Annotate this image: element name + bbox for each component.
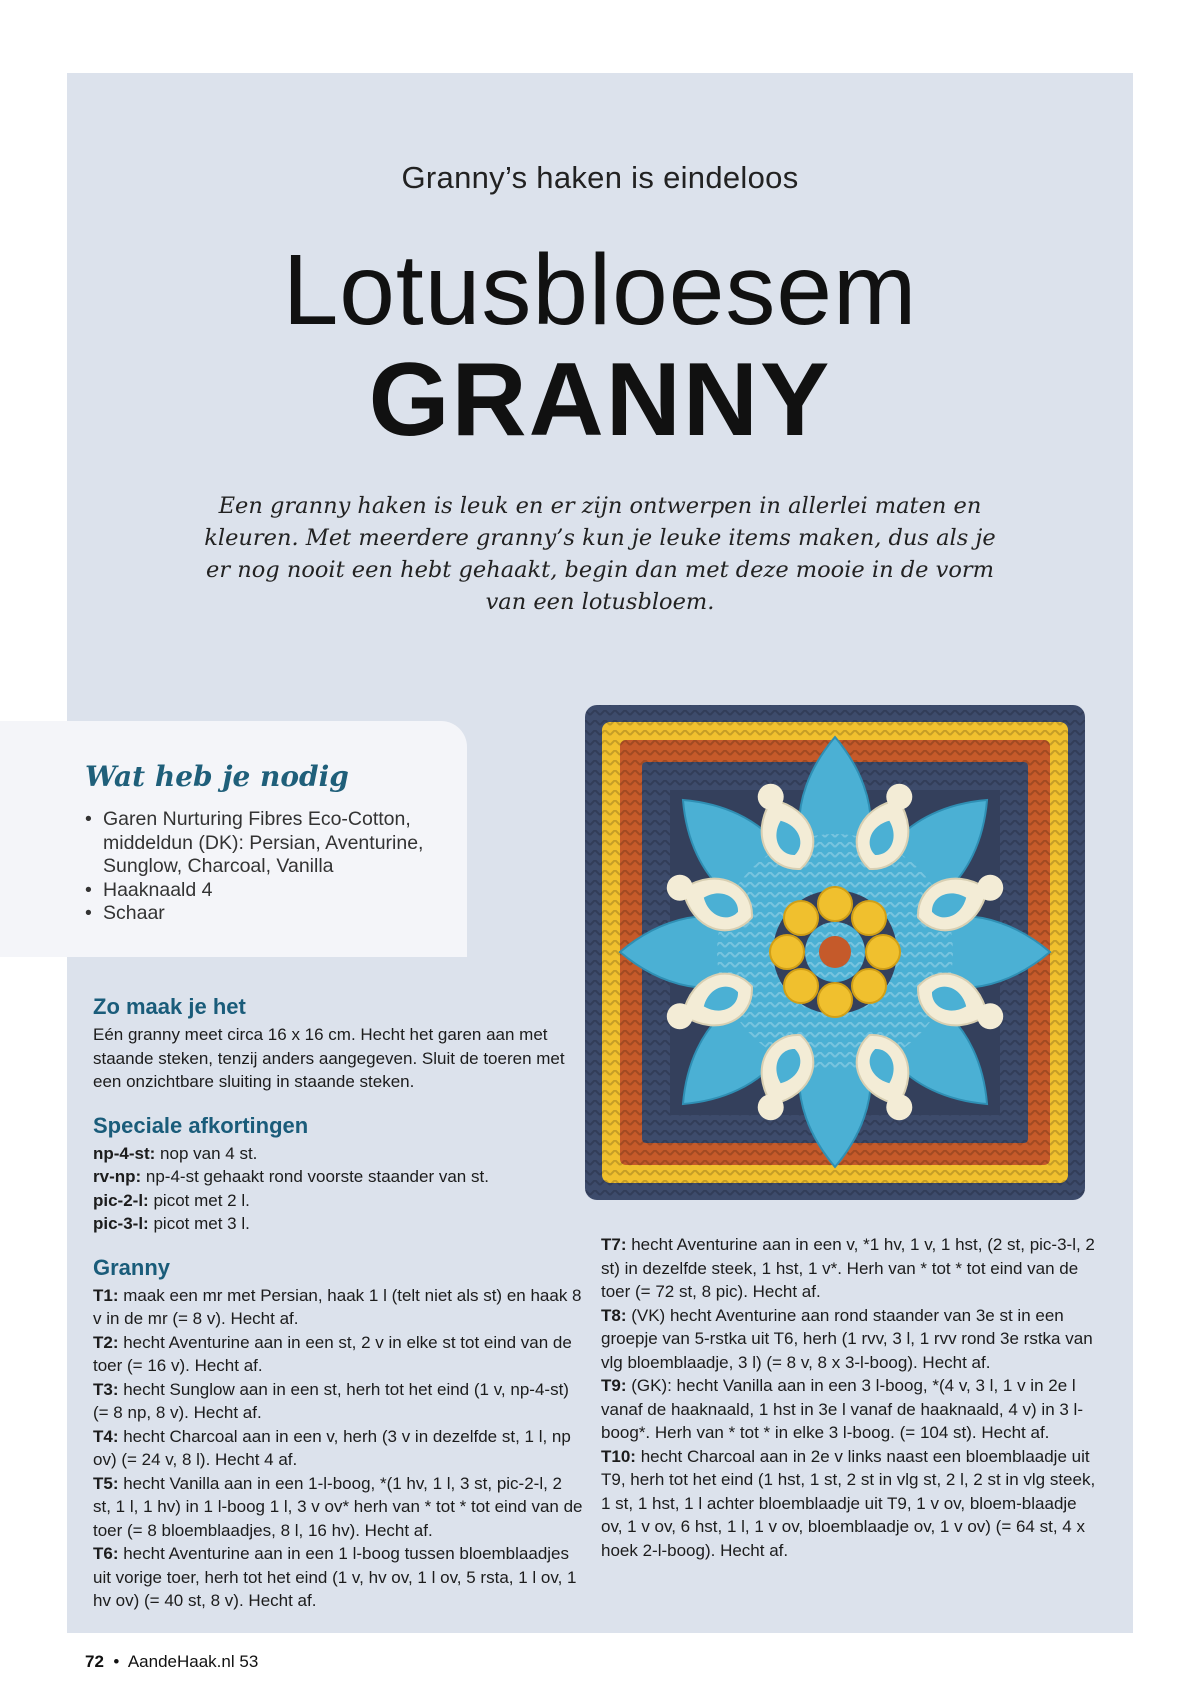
abbr-item: np-4-st: nop van 4 st. xyxy=(93,1143,258,1163)
granny-square-photo xyxy=(580,700,1090,1205)
round-row: T10: hecht Charcoal aan in 2e v links naast een bloemblaadje uit T9, herh tot het eind (1 hst, 1 st, 2 st in vlg st, 2 l, 2 st in vlg steek, 1 st, 1 hst, 1 l achter bloemblaadje uit T9, 1 v ov, bloem-blaadje ov, 1 v ov, 6 hst, 1 l, 1 v ov, bloemblaadje ov, 1 v ov) (= 64 st, 4 x hoek 2-l-boog). Hecht af. xyxy=(601,1446,1096,1560)
granny-title: Granny xyxy=(93,1254,171,1280)
footer-separator: • xyxy=(113,1652,120,1671)
round-row: T2: hecht Aventurine aan in een st, 2 v in elke st tot eind van de toer (= 16 v). Hecht af. xyxy=(93,1332,572,1375)
abbr-item: rv-np: np-4-st gehaakt rond voorste staander van st. xyxy=(93,1167,489,1186)
round-row: T5: hecht Vanilla aan in een 1-l-boog, *(1 hv, 1 l, 3 st, pic-2-l, 2 st, 1 l, 1 hv) in 1 l-boog 1 l, 3 v ov* herh van * tot * tot eind van de toer (= 8 bloemblaadjes, 8 l, 16 hv). Hecht af. xyxy=(93,1473,583,1540)
instructions-right xyxy=(601,1233,1101,1562)
kicker-text: Granny’s haken is eindeloos xyxy=(401,160,799,195)
page-number: 72 xyxy=(85,1652,104,1671)
round-row: T3: hecht Sunglow aan in een st, herh tot het eind (1 v, np-4-st) (= 8 np, 8 v). Hecht af. xyxy=(93,1379,569,1422)
needs-title: Wat heb je nodig xyxy=(85,760,349,793)
publication-name: AandeHaak.nl 53 xyxy=(127,1652,259,1671)
page-footer xyxy=(85,1652,258,1672)
abbr-item: pic-3-l: picot met 3 l. xyxy=(93,1214,250,1233)
intro-paragraph: Een granny haken is leuk en er zijn ontwerpen in allerlei maten en kleuren. Met meerdere granny’s kun je leuke items maken, dus als je er nog nooit een hebt gehaakt, begin dan met deze mooie in de vorm van een lotusbloem. xyxy=(204,493,996,615)
needs-list xyxy=(85,808,465,926)
lotus-flower xyxy=(620,737,1050,1167)
round-row: T6: hecht Aventurine aan in een 1 l-boog tussen bloemblaadjes uit vorige toer, herh tot het eind (1 v, hv ov, 1 l ov, 5 rsta, 1 l ov, 1 hv ov) (= 40 st, 8 v). Hecht af. xyxy=(93,1544,577,1610)
needs-item: • Garen Nurturing Fibres Eco-Cotton, middeldun (DK): Persian, Aventurine, Sunglow, Charcoal, Vanilla xyxy=(85,808,465,879)
round-row: T1: maak een mr met Persian, haak 1 l (telt niet als st) en haak 8 v in de mr (= 8 v). Hecht af. xyxy=(93,1285,582,1328)
how-title: Zo maak je het xyxy=(93,994,246,1019)
needs-item: • Schaar xyxy=(85,902,465,926)
title-bold: GRANNY xyxy=(368,342,832,458)
how-text: Eén granny meet circa 16 x 16 cm. Hecht het garen aan met staande steken, tenzij anders aangegeven. Sluit de toeren met een onzichtbare sluiting in staande steken. xyxy=(93,1025,565,1091)
round-row: T9: (GK): hecht Vanilla aan in een 3 l-boog, *(4 v, 3 l, 1 v in 2e l vanaf de haaknaald, 1 hst in 3e l vanaf de haaknaald, 4 v) in 3 l-boog*. Herh van * tot * in elke 3 l-boog. (= 104 st). Hecht af. xyxy=(601,1376,1083,1442)
round-row: T8: (VK) hecht Aventurine aan rond staander van 3e st in een groepje van 5-rstka uit T6, herh (1 rvv, 3 l, 1 rvv rond 3e rstka van vlg bloemblaadje, 3 l) (= 8 v, 8 x 3-l-boog). Hecht af. xyxy=(601,1305,1093,1372)
round-row: T4: hecht Charcoal aan in een v, herh (3 v in dezelfde st, 1 l, np ov) (= 24 v, 8 l). Hecht 4 af. xyxy=(93,1426,571,1469)
round-row: T7: hecht Aventurine aan in een v, *1 hv, 1 v, 1 hst, (2 st, pic-3-l, 2 st) in dezelfde steek, 1 hst, 1 v*. Herh van * tot * tot eind van de toer (= 72 st, 8 pic). Hecht af. xyxy=(601,1235,1095,1301)
needs-item: • Haaknaald 4 xyxy=(85,879,465,903)
title-light: Lotusbloesem xyxy=(282,234,918,346)
abbr-title: Speciale afkortingen xyxy=(93,1112,309,1138)
instructions-left xyxy=(93,993,583,1613)
abbr-item: pic-2-l: picot met 2 l. xyxy=(93,1190,250,1210)
